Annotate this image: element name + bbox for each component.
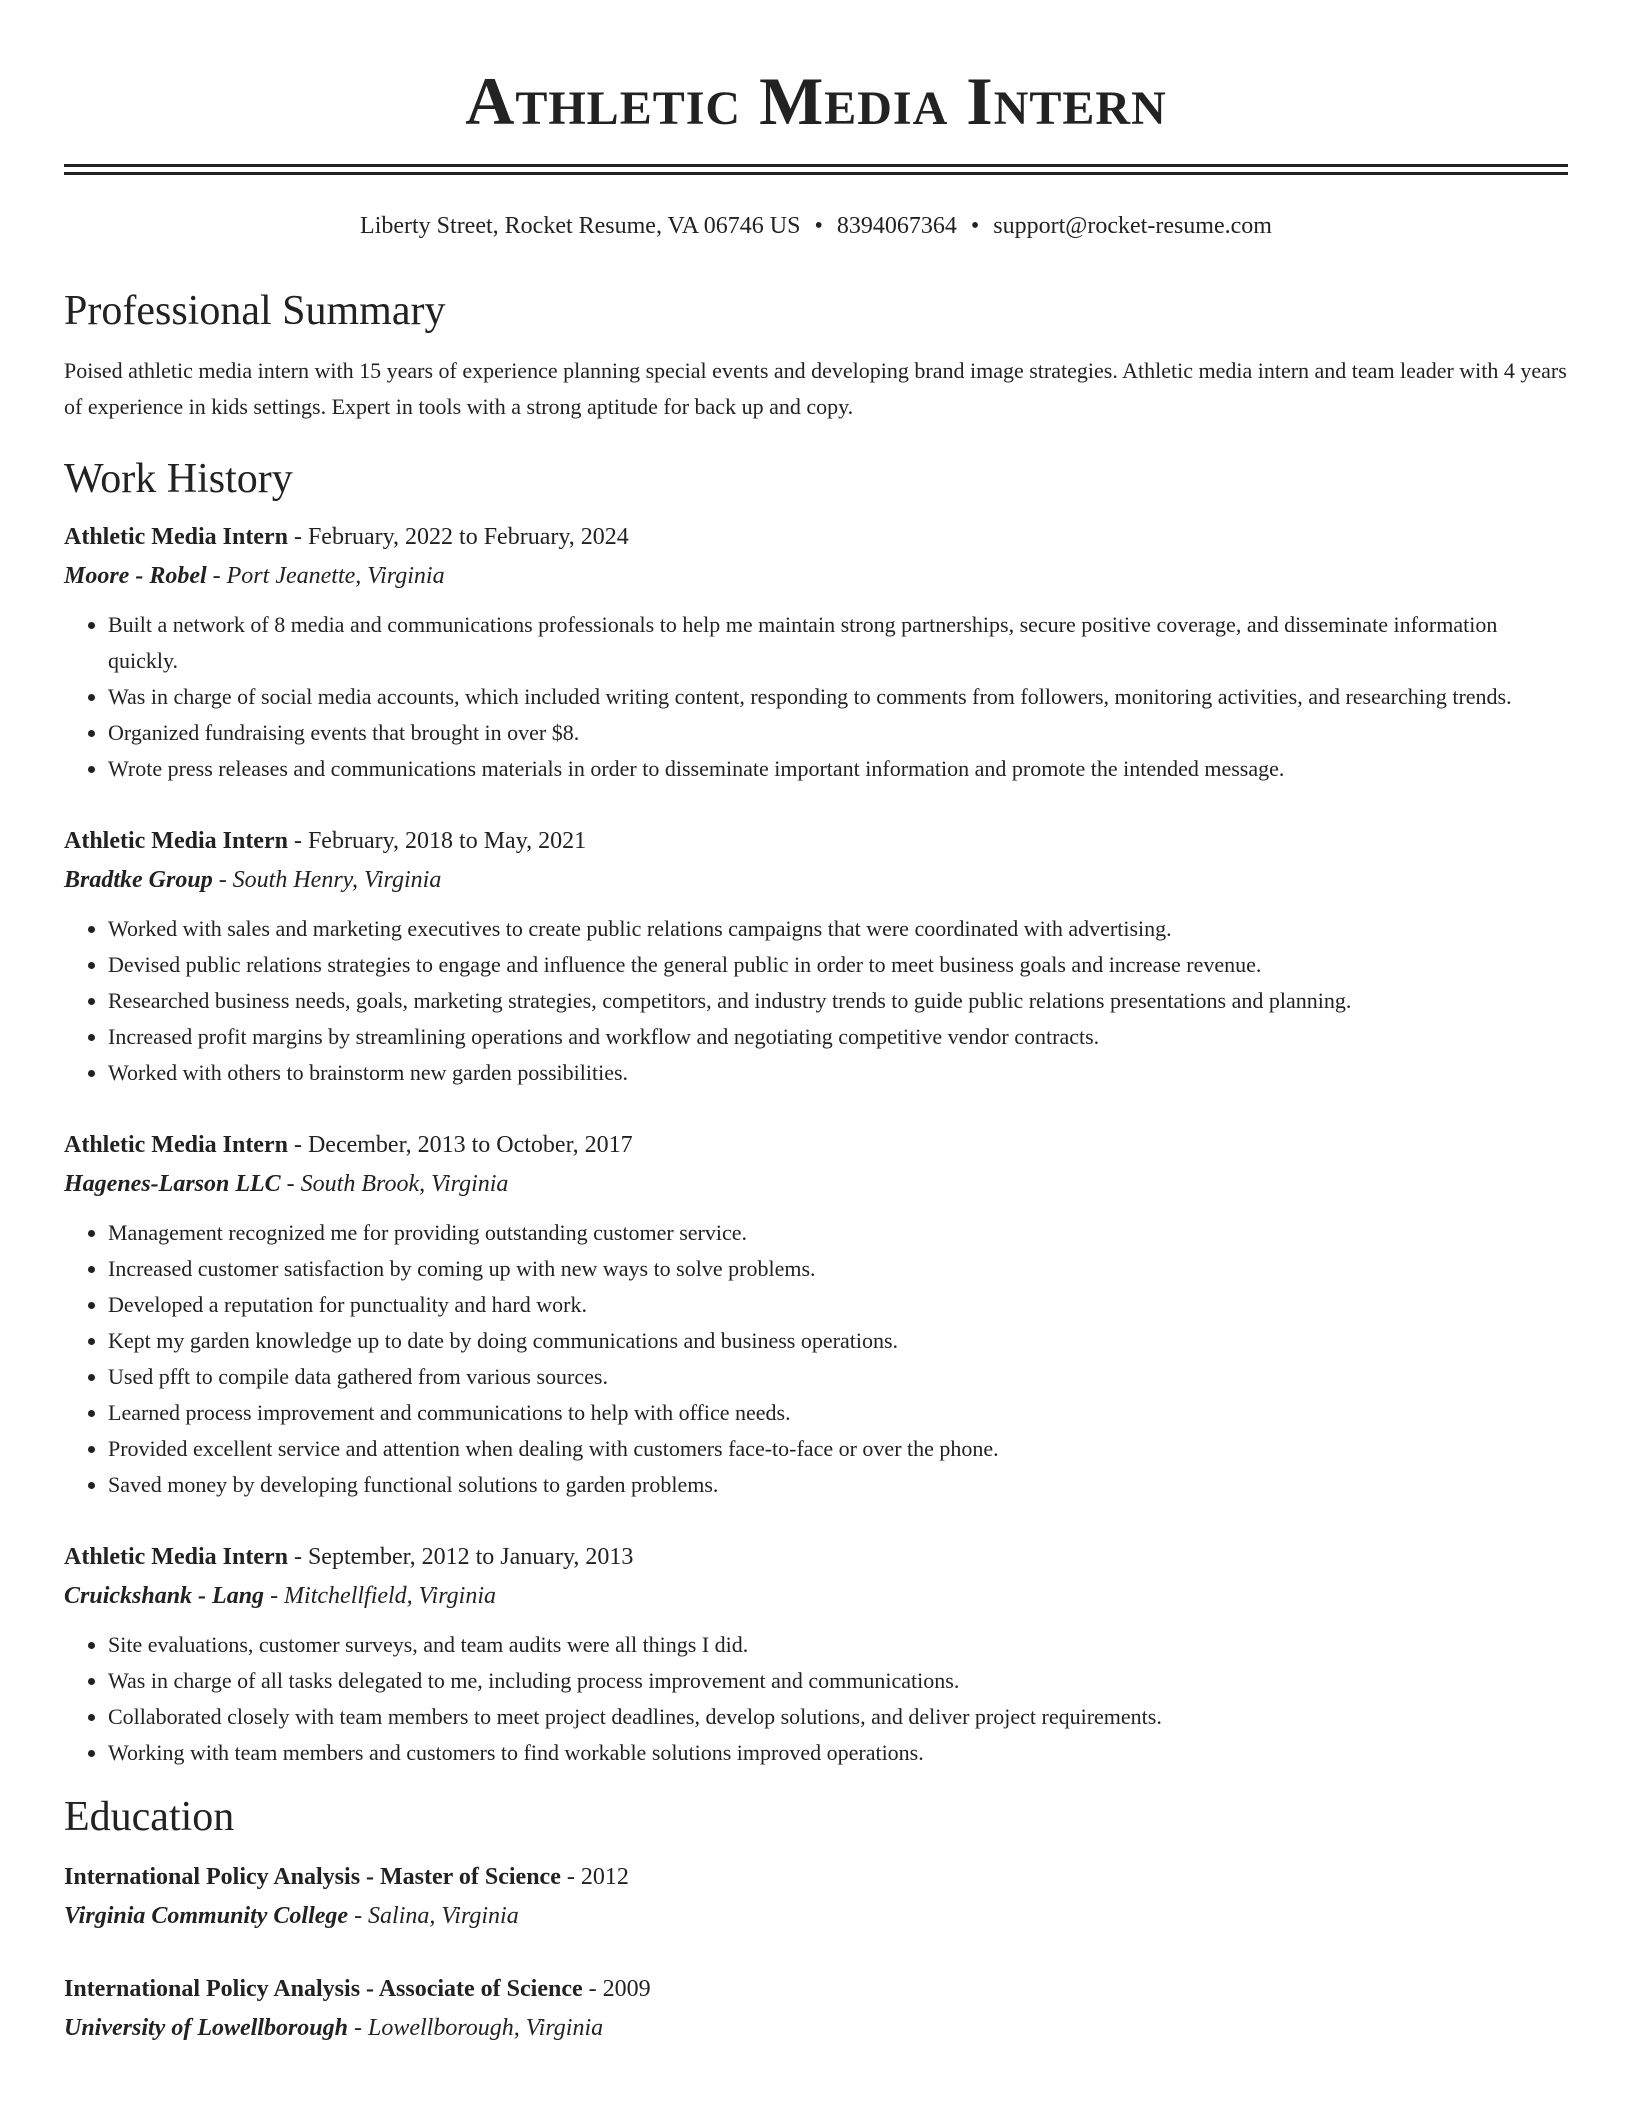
job-bullet: • Devised public relations strategies to engage and influence the general public in order to meet business goals and increase revenue. xyxy=(108,947,1568,983)
work-history-section xyxy=(64,451,1568,1771)
education-section xyxy=(64,1789,1568,2047)
job-title-line xyxy=(64,1125,1568,1165)
contact-address: Liberty Street, Rocket Resume, VA 06746 US xyxy=(360,213,801,239)
job-bullet: • Management recognized me for providing outstanding customer service. xyxy=(108,1215,1568,1251)
summary-text: Poised athletic media intern with 15 years of experience planning special events and developing brand image strategies. Athletic media intern and team leader with 4 years of experience in kids settings. Expert in tools with a strong aptitude for back up and copy. xyxy=(64,358,1567,419)
job-bullets xyxy=(64,1627,1568,1771)
job-bullet: • Researched business needs, goals, marketing strategies, competitors, and industry trends to guide public relations presentations and planning. xyxy=(108,983,1568,1019)
job-bullet: • Site evaluations, customer surveys, and team audits were all things I did. xyxy=(108,1627,1568,1663)
job-bullet: • Kept my garden knowledge up to date by doing communications and business operations. xyxy=(108,1323,1568,1359)
employer-line xyxy=(64,557,1568,595)
job-bullets xyxy=(64,607,1568,787)
job-bullet: • Developed a reputation for punctuality and hard work. xyxy=(108,1287,1568,1323)
job-title: Athletic Media Intern xyxy=(64,1544,288,1570)
job-bullet: • Increased customer satisfaction by coming up with new ways to solve problems. xyxy=(108,1251,1568,1287)
job-bullet: • Organized fundraising events that brought in over $8. xyxy=(108,715,1568,751)
job-dates: - September, 2012 to January, 2013 xyxy=(293,1544,634,1570)
education-entry xyxy=(64,1969,1568,2047)
job-dates: - December, 2013 to October, 2017 xyxy=(293,1132,633,1158)
job-title: Athletic Media Intern xyxy=(64,1132,288,1158)
contact-separator: • xyxy=(970,213,980,239)
resume-title: Athletic Media Intern xyxy=(465,63,1167,139)
contact-phone: 8394067364 xyxy=(836,213,957,239)
school-location: - Lowellborough, Virginia xyxy=(354,2015,604,2041)
school-name: University of Lowellborough xyxy=(64,2015,349,2041)
degree-name: International Policy Analysis - Master of Science xyxy=(64,1864,561,1890)
job-bullet: • Collaborated closely with team members to meet project deadlines, develop solutions, and deliver project requirements. xyxy=(108,1699,1568,1735)
contact-line xyxy=(64,209,1568,243)
job-bullet: • Was in charge of social media accounts, which included writing content, responding to comments from followers, monitoring activities, and researching trends. xyxy=(108,679,1568,715)
job-entry xyxy=(64,1537,1568,1771)
school-location: - Salina, Virginia xyxy=(354,1903,519,1929)
school-name: Virginia Community College xyxy=(64,1903,349,1929)
job-bullet: • Saved money by developing functional solutions to garden problems. xyxy=(108,1467,1568,1503)
job-title: Athletic Media Intern xyxy=(64,828,288,854)
job-dates: - February, 2022 to February, 2024 xyxy=(293,524,629,550)
employer-location: - South Brook, Virginia xyxy=(286,1171,509,1197)
summary-heading: Professional Summary xyxy=(64,288,446,334)
employer-name: Bradtke Group xyxy=(64,867,213,893)
degree-line xyxy=(64,1969,1568,2009)
employer-name: Moore - Robel xyxy=(64,563,207,589)
job-title: Athletic Media Intern xyxy=(64,524,288,550)
job-entry xyxy=(64,1125,1568,1503)
employer-line xyxy=(64,861,1568,899)
job-bullet: • Used pfft to compile data gathered from various sources. xyxy=(108,1359,1568,1395)
job-bullet: • Learned process improvement and communications to help with office needs. xyxy=(108,1395,1568,1431)
job-dates: - February, 2018 to May, 2021 xyxy=(293,828,587,854)
school-line xyxy=(64,2009,1568,2047)
job-title-line xyxy=(64,821,1568,861)
school-line xyxy=(64,1897,1568,1935)
employer-name: Hagenes-Larson LLC xyxy=(64,1171,281,1197)
degree-year: - 2012 xyxy=(566,1864,629,1890)
job-bullet: • Provided excellent service and attention when dealing with customers face-to-face or over the phone. xyxy=(108,1431,1568,1467)
employer-location: - South Henry, Virginia xyxy=(218,867,442,893)
degree-name: International Policy Analysis - Associate of Science xyxy=(64,1976,583,2002)
job-bullets xyxy=(64,911,1568,1091)
degree-year: - 2009 xyxy=(588,1976,651,2002)
job-title-line xyxy=(64,1537,1568,1577)
job-bullet: • Worked with sales and marketing executives to create public relations campaigns that were coordinated with advertising. xyxy=(108,911,1568,947)
job-bullet: • Wrote press releases and communications materials in order to disseminate important information and promote the intended message. xyxy=(108,751,1568,787)
education-heading: Education xyxy=(64,1794,235,1840)
job-bullets xyxy=(64,1215,1568,1503)
summary-section xyxy=(64,283,1568,425)
job-bullet: • Was in charge of all tasks delegated to me, including process improvement and communications. xyxy=(108,1663,1568,1699)
work-history-heading: Work History xyxy=(64,456,293,502)
job-entry xyxy=(64,821,1568,1091)
contact-email[interactable]: support@rocket-resume.com xyxy=(993,213,1272,239)
job-bullet: • Worked with others to brainstorm new garden possibilities. xyxy=(108,1055,1568,1091)
employer-location: - Mitchellfield, Virginia xyxy=(270,1583,497,1609)
education-entry xyxy=(64,1857,1568,1935)
job-entry xyxy=(64,517,1568,787)
contact-separator: • xyxy=(814,213,823,239)
job-bullet: • Built a network of 8 media and communications professionals to help me maintain strong partnerships, secure positive coverage, and disseminate information quickly. xyxy=(108,607,1568,679)
title-double-rule xyxy=(64,164,1568,175)
employer-line xyxy=(64,1165,1568,1203)
employer-line xyxy=(64,1577,1568,1615)
degree-line xyxy=(64,1857,1568,1897)
employer-location: - Port Jeanette, Virginia xyxy=(212,563,445,589)
job-title-line xyxy=(64,517,1568,557)
employer-name: Cruickshank - Lang xyxy=(64,1583,265,1609)
job-bullet: • Increased profit margins by streamlining operations and workflow and negotiating competitive vendor contracts. xyxy=(108,1019,1568,1055)
job-bullet: • Working with team members and customers to find workable solutions improved operations. xyxy=(108,1735,1568,1771)
